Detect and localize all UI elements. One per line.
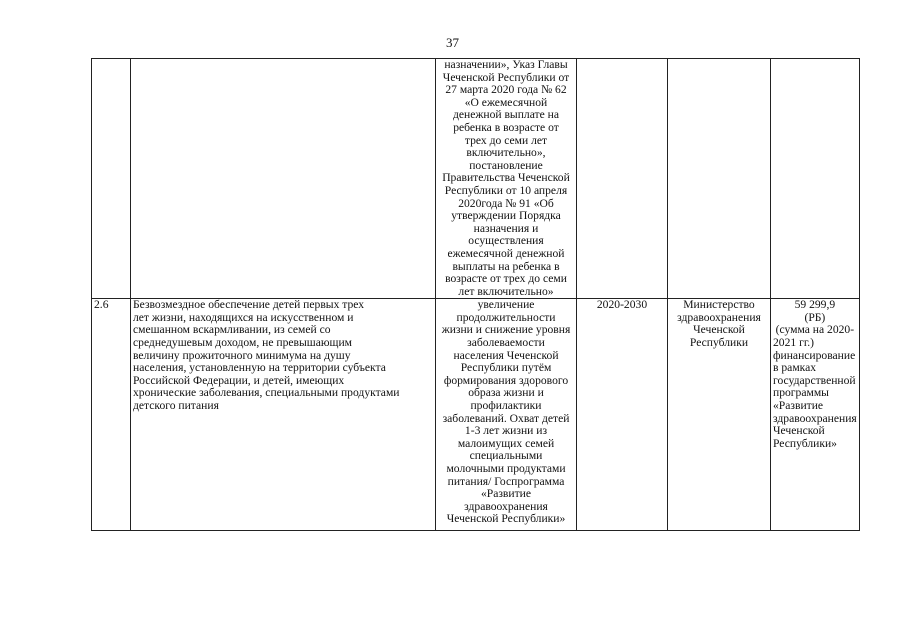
result-line: «Развитие xyxy=(480,487,532,501)
financing-line: Чеченской xyxy=(773,424,825,438)
description-line: Безвозмездное обеспечение детей первых трех xyxy=(133,298,365,312)
description-line: величину прожиточного минимума на душу xyxy=(133,348,351,362)
result-line: ежемесячной денежной xyxy=(447,246,565,260)
result-line: лет включительно» xyxy=(458,284,554,298)
cell-description xyxy=(131,59,436,299)
result-line: формирования здорового xyxy=(443,373,569,387)
result-line: Чеченской Республики от xyxy=(442,70,570,84)
executor-line: Республики xyxy=(689,336,749,350)
result-line: ребенка в возрасте от xyxy=(453,120,559,134)
result-line: назначении», Указ Главы xyxy=(444,58,568,71)
executor-line: Министерство xyxy=(683,298,755,312)
result-line: Республики путём xyxy=(460,361,552,375)
cell-result xyxy=(436,299,577,531)
financing-line: Республики» xyxy=(773,436,837,450)
result-line: населения Чеченской xyxy=(453,348,559,362)
financing-line: финансирование xyxy=(773,348,856,362)
cell-number: 2.6 xyxy=(92,299,131,531)
financing-line: (сумма на 2020- xyxy=(775,323,855,337)
result-line: молочными продуктами xyxy=(446,462,566,475)
measures-table xyxy=(91,58,860,531)
result-line: возрасте от трех до семи xyxy=(445,272,567,286)
result-line: питания/ Госпрограмма xyxy=(447,474,565,488)
description-line: хронические заболевания, специальными продуктами xyxy=(133,386,400,400)
result-line: «О ежемесячной xyxy=(464,95,548,109)
result-line: 1-3 лет жизни из xyxy=(464,424,548,438)
cell-financing xyxy=(771,59,860,299)
result-line: 27 марта 2020 года № 62 xyxy=(445,83,567,97)
cell-term: 2020-2030 xyxy=(577,299,668,531)
executor-line: Чеченской xyxy=(693,323,745,337)
result-line: выплаты на ребенка в xyxy=(452,259,560,273)
result-line: включительно», xyxy=(466,146,546,160)
result-line: здравоохранения xyxy=(464,499,548,513)
description-line: лет жизни, находящихся на искусственном и xyxy=(133,310,354,324)
cell-result xyxy=(436,59,577,299)
result-line: Правительства Чеченской xyxy=(442,171,570,185)
cell-description xyxy=(131,299,436,531)
financing-line: программы xyxy=(773,386,829,400)
financing-line: 2021 гг.) xyxy=(773,336,815,350)
result-line: образа жизни и xyxy=(468,386,544,400)
result-line: продолжительности xyxy=(456,310,556,324)
result-line: заболеваний. Охват детей xyxy=(442,411,570,425)
description-line: среднедушевым доходом, не превышающим xyxy=(133,336,352,350)
page-number: 37 xyxy=(446,35,459,50)
result-line: осуществления xyxy=(468,234,544,248)
description-line: Российской Федерации, и детей, имеющих xyxy=(133,373,345,387)
cell-term xyxy=(577,59,668,299)
cell-executor xyxy=(668,59,771,299)
result-line: Чеченской Республики» xyxy=(446,512,566,526)
result-line: постановление xyxy=(469,158,543,172)
financing-line: государственной xyxy=(773,373,856,387)
result-line: утверждении Порядка xyxy=(451,209,561,223)
result-line: Республики от 10 апреля xyxy=(444,183,568,197)
result-line: назначения и xyxy=(473,221,539,235)
result-line: малоимущих семей xyxy=(457,436,555,450)
result-line: жизни и снижение уровня xyxy=(441,323,571,337)
table-row xyxy=(92,299,860,531)
result-line: трех до семи лет xyxy=(464,133,548,147)
cell-number xyxy=(92,59,131,299)
table-row xyxy=(92,59,860,299)
cell-executor xyxy=(668,299,771,531)
result-line: денежной выплате на xyxy=(452,108,560,122)
financing-line: в рамках xyxy=(773,361,817,375)
result-line: увеличение xyxy=(477,298,535,312)
description-line: смешанном вскармливании, из семей со xyxy=(133,323,331,337)
result-line: специальными xyxy=(469,449,543,463)
executor-line: здравоохранения xyxy=(677,310,761,324)
financing-line: (РБ) xyxy=(804,310,826,324)
description-line: населения, установленную на территории субъекта xyxy=(133,361,386,375)
financing-line: «Развитие xyxy=(773,399,824,413)
result-line: 2020года № 91 «Об xyxy=(458,196,554,210)
result-line: заболеваемости xyxy=(467,336,545,350)
financing-line: здравоохранения xyxy=(773,411,857,425)
description-line: детского питания xyxy=(133,399,219,413)
financing-line: 59 299,9 xyxy=(794,298,836,312)
result-line: профилактики xyxy=(470,399,542,413)
cell-financing xyxy=(771,299,860,531)
